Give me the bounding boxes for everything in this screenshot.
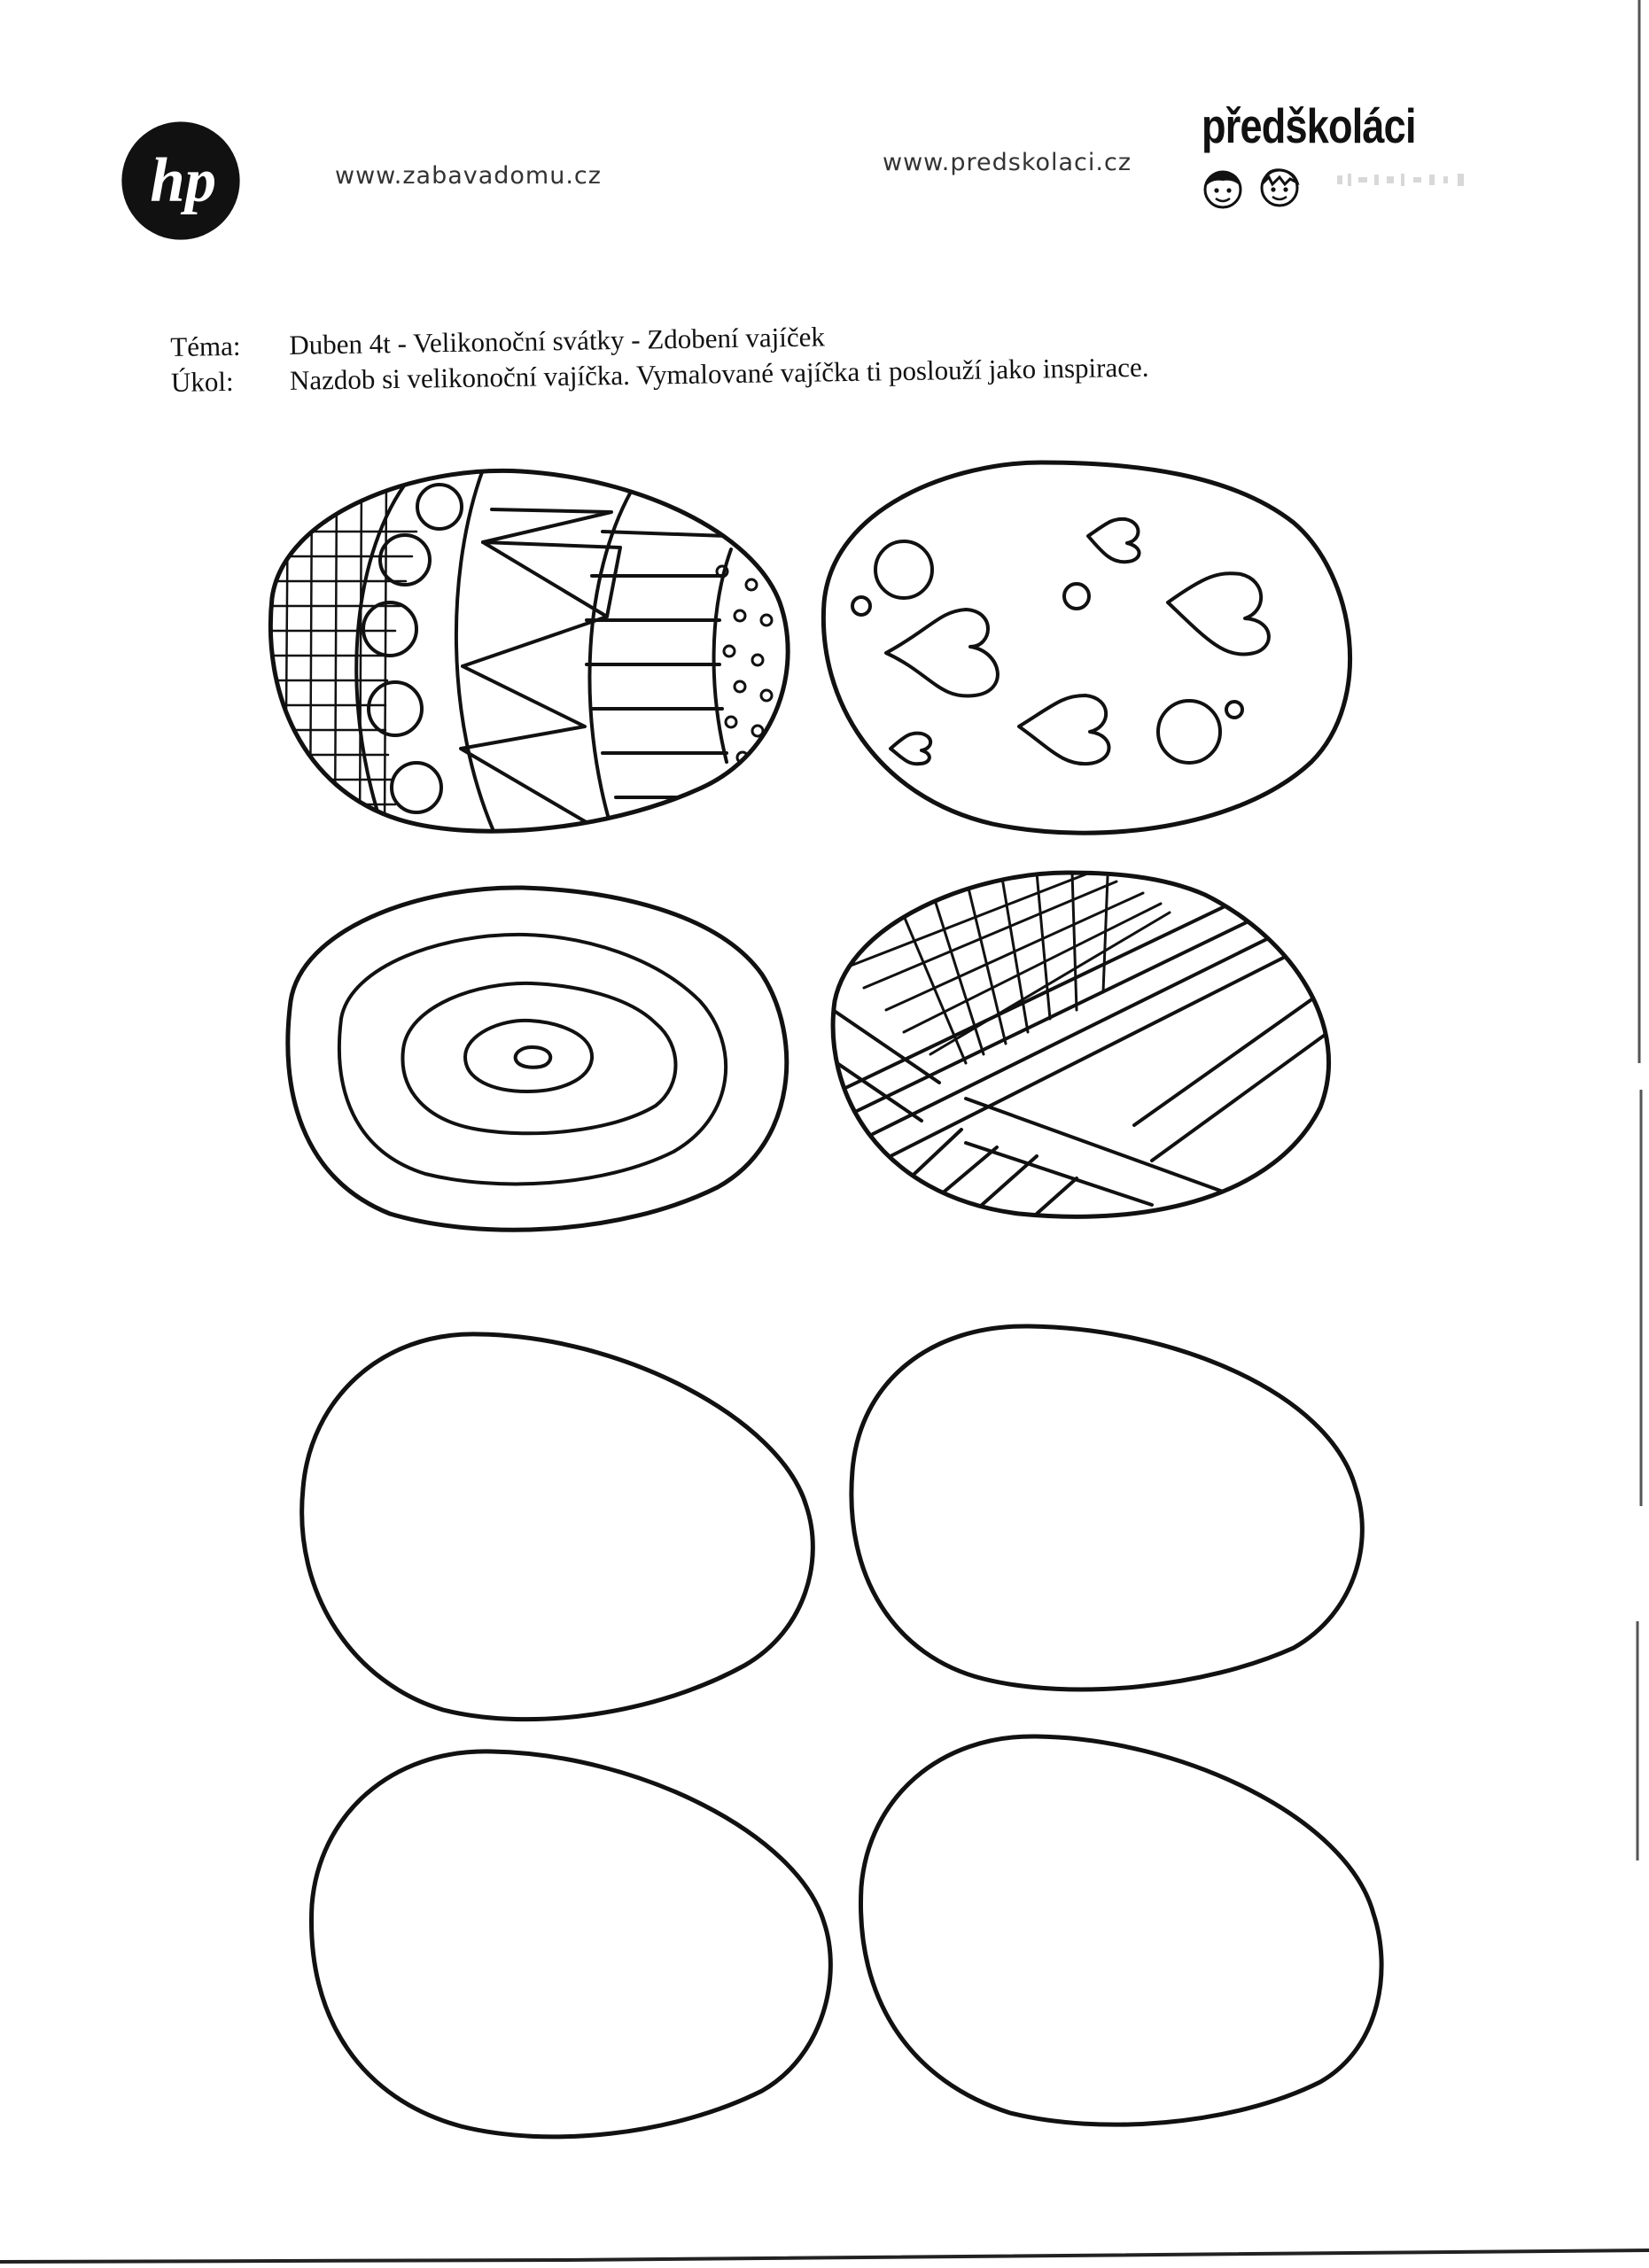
url-predskolaci[interactable]: www.predskolaci.cz xyxy=(883,149,1132,176)
task-value: Nazdob si velikonoční vajíčka. Vymalované vajíčka ti poslouží jako inspirace. xyxy=(289,351,1149,396)
theme-value: Duben 4t - Velikonoční svátky - Zdobení vajíček xyxy=(289,321,826,361)
theme-label: Téma: xyxy=(170,330,241,362)
hp-logo-text: hp xyxy=(150,146,217,216)
brand-title: předškoláci xyxy=(1202,98,1416,153)
url-zabavadomu[interactable]: www.zabavadomu.cz xyxy=(335,162,602,190)
task-label: Úkol: xyxy=(170,365,234,398)
